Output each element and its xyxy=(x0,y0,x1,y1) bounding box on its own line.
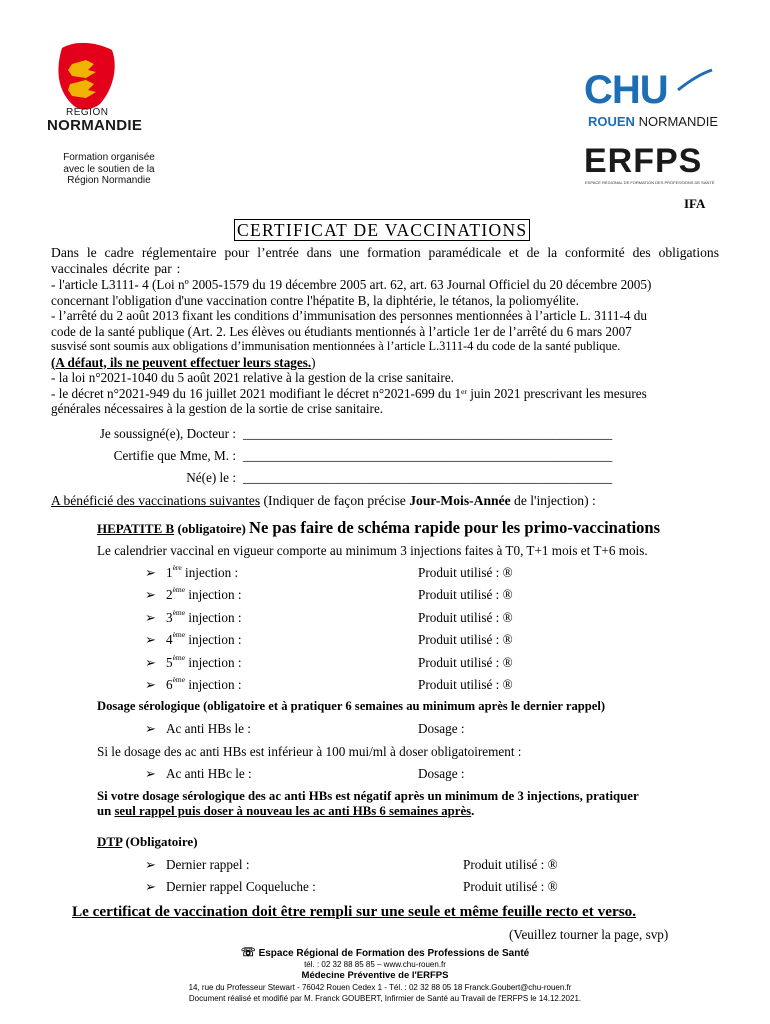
negative-note-post: . xyxy=(471,804,475,818)
vaccinations-intro-mid: (Indiquer de façon précise xyxy=(260,493,410,508)
injection-text: injection : xyxy=(185,632,242,647)
vaccinations-intro-bold: Jour-Mois-Année xyxy=(409,493,511,508)
law-2-line-3: susvisé sont soumis aux obligations d’immunisation mentionnées à l’article L.3111-4 du code de la santé publique. xyxy=(51,339,621,353)
arrow-bullet-icon: ➢ xyxy=(145,632,156,647)
negative-note-underlined: seul rappel puis doser à nouveau les ac anti HBs 6 semaines après xyxy=(114,804,472,818)
arrow-bullet-icon: ➢ xyxy=(145,677,156,692)
phone-icon: ☏ xyxy=(240,945,256,959)
footer-tel: tél. : 02 32 88 85 85 – www.chu-rouen.fr xyxy=(304,960,446,969)
region-logo-label: NORMANDIE xyxy=(47,117,143,134)
injection-label xyxy=(166,565,238,581)
footer-org: Espace Régional de Formation des Professions de Santé xyxy=(258,948,530,959)
injection-text: injection : xyxy=(185,655,242,670)
region-logo-label-small: RÉGION xyxy=(66,107,109,118)
law-1-line-1: - l'article L3111- 4 (Loi nº 2005-1579 du 19 décembre 2005 art. 62, art. 63 Journal Officiel du 20 décembre 2005) xyxy=(51,277,652,292)
injection-number: 1 xyxy=(166,565,173,580)
law-4-sup: er xyxy=(461,386,467,396)
vaccinations-intro xyxy=(51,493,596,509)
hepb-warning: Ne pas faire de schéma rapide pour les primo-vaccinations xyxy=(249,518,660,537)
arrow-bullet-icon: ➢ xyxy=(145,857,156,872)
formation-note-line: Région Normandie xyxy=(67,175,151,186)
intro-paragraph: Dans le cadre réglementaire pour l’entrée dans une formation paramédicale et de la conformité des obligations vaccinales décrite par : xyxy=(51,245,719,276)
formation-note-line: avec le soutien de la xyxy=(63,163,155,175)
chu-logo-text: CHU xyxy=(584,68,668,112)
law-1-line-2: concernant l'obligation d'une vaccination contre l'hépatite B, la diphtérie, le tétanos, la poliomyélite. xyxy=(51,292,579,308)
hepb-obligatory: (obligatoire) xyxy=(174,521,250,536)
doctor-label: Je soussigné(e), Docteur : xyxy=(99,426,236,441)
injection-product[interactable]: Produit utilisé : ® xyxy=(418,587,513,602)
arrow-bullet-icon: ➢ xyxy=(145,610,156,625)
injection-text: injection : xyxy=(185,587,242,602)
stage-warning: (A défaut, ils ne peuvent effectuer leurs stages. xyxy=(51,354,312,370)
injection-label xyxy=(166,632,242,648)
arrow-bullet-icon: ➢ xyxy=(145,655,156,670)
injection-product[interactable]: Produit utilisé : ® xyxy=(418,632,513,647)
law-2-line-4 xyxy=(51,355,719,371)
vaccinations-intro-post: de l'injection) : xyxy=(510,493,596,508)
doctor-input[interactable]: ________________________________________________________ xyxy=(243,426,613,441)
stage-warning-end: ) xyxy=(311,354,316,370)
arrow-bullet-icon: ➢ xyxy=(145,879,156,894)
chu-swoosh-icon xyxy=(676,68,714,92)
chu-rouen-logo xyxy=(584,68,719,138)
injection-text: injection : xyxy=(185,610,242,625)
vaccinations-intro-underlined: A bénéficié des vaccinations suivantes xyxy=(51,493,261,508)
injection-number: 6 xyxy=(166,677,173,692)
intro-block xyxy=(51,245,719,417)
injection-ordinal: ème xyxy=(172,675,186,684)
injection-number: 4 xyxy=(166,632,173,647)
arrow-bullet-icon: ➢ xyxy=(145,766,156,781)
negative-note-line-1: Si votre dosage sérologique des ac anti HBs est négatif après un minimum de 3 injections, pratiquer xyxy=(97,789,639,803)
dtp-heading xyxy=(97,834,198,850)
formation-note xyxy=(54,152,164,187)
injection-ordinal: ère xyxy=(172,563,182,572)
injection-label xyxy=(166,610,242,626)
dtp-last-booster-product[interactable]: Produit utilisé : ® xyxy=(463,857,558,872)
ifa-label: IFA xyxy=(684,196,706,211)
injection-number: 3 xyxy=(166,610,173,625)
injection-product[interactable]: Produit utilisé : ® xyxy=(418,565,513,580)
formation-note-line: Formation organisée xyxy=(63,152,155,163)
if-low-note: Si le dosage des ac anti HBs est inférieur à 100 mui/ml à doser obligatoirement : xyxy=(97,744,522,759)
hepb-calendar: Le calendrier vaccinal en vigueur comporte au minimum 3 injections faites à T0, T+1 mois et T+6 mois. xyxy=(97,543,648,558)
injection-ordinal: ème xyxy=(172,608,186,617)
patient-name-input[interactable]: ________________________________________________________ xyxy=(243,448,613,463)
serology-heading: Dosage sérologique (obligatoire et à pratiquer 6 semaines au minimum après le dernier rappel) xyxy=(97,699,606,713)
injection-text: injection : xyxy=(181,565,239,580)
arrow-bullet-icon: ➢ xyxy=(145,565,156,580)
footer xyxy=(0,946,770,1004)
arrow-bullet-icon: ➢ xyxy=(145,721,156,736)
page-title: CERTIFICAT DE VACCINATIONS xyxy=(234,219,530,241)
injection-label xyxy=(166,587,242,603)
ac-hbs-label: Ac anti HBs le : xyxy=(166,721,251,736)
footer-credit: Document réalisé et modifié par M. Franck GOUBERT, Infirmier de Santé au Travail de l'ERFPS le 14.12.2021. xyxy=(188,994,582,1003)
law-4-line-2: générales nécessaires à la gestion de la sortie de crise sanitaire. xyxy=(51,401,384,416)
recto-verso-notice-text: Le certificat de vaccination doit être rempli sur une seule et même feuille recto et verso. xyxy=(72,903,637,920)
footer-med: Médecine Préventive de l'ERFPS xyxy=(301,970,449,981)
law-2-line-2: code de la santé publique (Art. 2. Les élèves ou étudiants mentionnés à l’article 1er de l’arrêté du 6 mars 2007 xyxy=(51,323,632,339)
injection-label xyxy=(166,655,242,671)
injection-label xyxy=(166,677,242,693)
injection-number: 2 xyxy=(166,587,173,602)
law-2-line-1: - l’arrêté du 2 août 2013 fixant les conditions d’immunisation des personnes mentionnées à l’article L. 3111-4 du xyxy=(51,308,647,323)
negative-note-line-2 xyxy=(97,804,474,819)
injection-ordinal: ème xyxy=(172,630,186,639)
ac-hbc-dosage[interactable]: Dosage : xyxy=(418,766,465,781)
chu-sub-normandie: NORMANDIE xyxy=(638,114,719,129)
chu-sub-rouen: ROUEN xyxy=(588,114,635,129)
injection-ordinal: ème xyxy=(172,585,186,594)
footer-org-line xyxy=(0,946,770,960)
erfps-logo-text: ERFPS xyxy=(584,142,703,180)
ac-hbs-dosage[interactable]: Dosage : xyxy=(418,721,465,736)
dtp-title: DTP xyxy=(97,834,123,849)
born-label: Né(e) le : xyxy=(186,470,236,485)
negative-note-pre: un xyxy=(97,804,115,818)
injection-number: 5 xyxy=(166,655,173,670)
injection-text: injection : xyxy=(185,677,242,692)
law-3: - la loi n°2021-1040 du 5 août 2021 relative à la gestion de la crise sanitaire. xyxy=(51,370,454,385)
turn-page-note: (Veuillez tourner la page, svp) xyxy=(509,927,669,942)
certify-label: Certifie que Mme, M. : xyxy=(113,448,236,463)
injection-product[interactable]: Produit utilisé : ® xyxy=(418,610,513,625)
ac-hbc-label: Ac anti HBc le : xyxy=(166,766,252,781)
erfps-logo-subtitle: ESPACE RÉGIONAL DE FORMATION DES PROFESSIONS DE SANTÉ xyxy=(585,180,715,185)
law-4-line-1 xyxy=(51,386,719,402)
birthdate-input[interactable]: ________________________________________________________ xyxy=(243,470,613,485)
injection-product[interactable]: Produit utilisé : ® xyxy=(418,655,513,670)
dtp-pertussis-product[interactable]: Produit utilisé : ® xyxy=(463,879,558,894)
hepb-heading xyxy=(97,518,660,538)
recto-verso-notice xyxy=(72,903,636,921)
dtp-obligatory: (Obligatoire) xyxy=(122,834,198,849)
injection-ordinal: ème xyxy=(172,653,186,662)
dtp-pertussis-label: Dernier rappel Coqueluche : xyxy=(166,879,316,894)
law-4-post: juin 2021 prescrivant les mesures xyxy=(466,385,647,401)
chu-logo-subtitle xyxy=(588,114,718,129)
footer-address: 14, rue du Professeur Stewart - 76042 Rouen Cedex 1 - Tél. : 02 32 88 05 18 Franck.Goubert@chu-rouen.fr xyxy=(188,983,572,992)
dtp-last-booster-label: Dernier rappel : xyxy=(166,857,250,872)
hepb-title: HEPATITE B xyxy=(97,521,175,536)
law-4-pre: - le décret n°2021-949 du 16 juillet 2021 modifiant le décret n°2021-699 du 1 xyxy=(51,385,462,401)
injection-product[interactable]: Produit utilisé : ® xyxy=(418,677,513,692)
arrow-bullet-icon: ➢ xyxy=(145,587,156,602)
